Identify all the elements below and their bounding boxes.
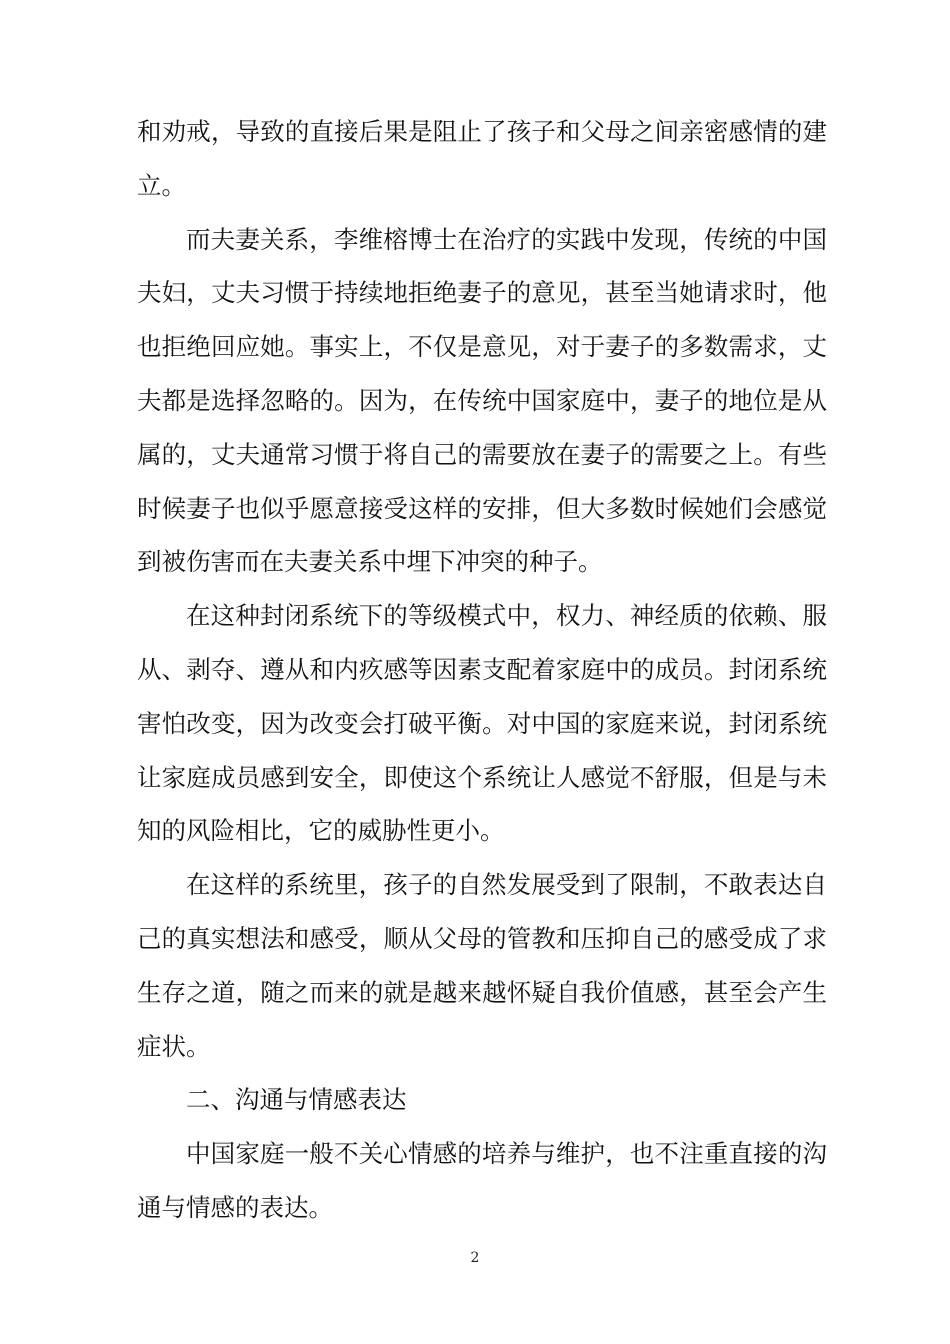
section-heading: 二、沟通与情感表达: [186, 1085, 407, 1115]
paragraph-marital-relationship: 而夫妻关系，李维榕博士在治疗的实践中发现，传统的中国夫妇，丈夫习惯于持续地拒绝妻子的意见，甚至当她请求时，他也拒绝回应她。事实上，不仅是意见，对于妻子的多数需求，丈夫都是选择忽略的。因为，在传统中国家庭中，妻子的地位是从属的，丈夫通常习惯于将自己的需要放在妻子的需要之上。有些时候妻子也似乎愿意接受这样的安排，但大多数时候她们会感觉到被伤害而在夫妻关系中埋下冲突的种子。: [137, 224, 827, 577]
paragraph-closed-system: 在这种封闭系统下的等级模式中，权力、神经质的依赖、服从、剥夺、遵从和内疚感等因素支配着家庭中的成员。封闭系统害怕改变，因为改变会打破平衡。对中国的家庭来说，封闭系统让家庭成员感到安全，即使这个系统让人感觉不舒服，但是与未知的风险相比，它的威胁性更小。: [137, 601, 827, 846]
paragraph-continuation: 和劝戒，导致的直接后果是阻止了孩子和父母之间亲密感情的建立。: [137, 117, 827, 200]
page-body: [137, 105, 827, 1235]
paragraph-child-development: 在这样的系统里，孩子的自然发展受到了限制，不敢表达自己的真实想法和感受，顺从父母的管教和压抑自己的感受成了求生存之道，随之而来的就是越来越怀疑自我价值感，甚至会产生症状。: [137, 870, 827, 1061]
page-number: 2: [470, 1250, 480, 1266]
paragraph-communication: 中国家庭一般不关心情感的培养与维护，也不注重直接的沟通与情感的表达。: [137, 1139, 827, 1222]
